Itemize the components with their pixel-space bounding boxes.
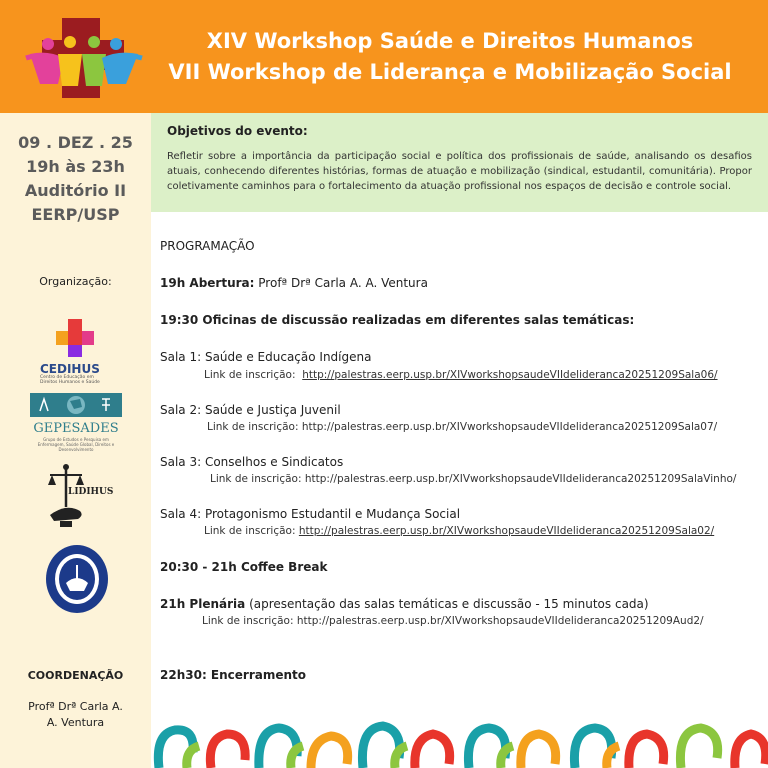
link-label: Link de inscrição: [204, 525, 296, 537]
lidihus-name: LIDIHUS [68, 487, 114, 497]
room-2-link[interactable]: http://palestras.eerp.usp.br/XIVworkshopsaudeVIIdelideranca20251209Sala07/ [301, 421, 718, 433]
opening-line [160, 276, 428, 290]
coffee-break: 20:30 - 21h Coffee Break [160, 560, 328, 574]
people-logo-icon [18, 14, 146, 102]
program-heading: PROGRAMAÇÃO [160, 239, 255, 253]
closing-line: 22h30: Encerramento [160, 668, 307, 682]
header-titles [150, 26, 750, 88]
cedihus-name: CEDIHUS [40, 362, 100, 376]
opening-text: Profª Drª Carla A. A. Ventura [258, 276, 428, 290]
event-institution: EERP/USP [31, 205, 120, 224]
event-info [0, 131, 151, 227]
room-3-link[interactable]: http://palestras.eerp.usp.br/XIVworkshopsaudeVIIdelideranca20251209SalaVinho/ [304, 473, 737, 485]
link-label: Link de inscrição: [202, 615, 294, 627]
link-label: Link de inscrição: [204, 369, 296, 381]
room-3-title: Sala 3: Conselhos e Sindicatos [160, 455, 344, 469]
cedihus-cross-icon [40, 317, 112, 359]
eerp-seal-icon [44, 543, 110, 615]
title-line-1: XIV Workshop Saúde e Direitos Humanos [206, 29, 694, 53]
room-1-link[interactable]: http://palestras.eerp.usp.br/XIVworkshopsaudeVIIdelideranca20251209Sala06/ [302, 369, 718, 381]
lamp-scales-icon [46, 463, 86, 531]
event-venue: Auditório II [24, 181, 127, 200]
header-banner [0, 0, 768, 113]
cedihus-logo [40, 317, 112, 383]
room-4-link[interactable]: http://palestras.eerp.usp.br/XIVworkshopsaudeVIIdelideranca20251209Sala02/ [298, 525, 715, 537]
coordination-label: COORDENAÇÃO [27, 669, 124, 682]
coordinator-name: Profª Drª Carla A. A. Ventura [28, 700, 123, 729]
room-2-link-row [207, 421, 717, 433]
objectives-box [151, 113, 768, 212]
room-4-title: Sala 4: Protagonismo Estudantil e Mudança Social [160, 507, 461, 521]
plenary-link-row [202, 615, 704, 627]
sidebar [0, 113, 151, 768]
event-time: 19h às 23h [26, 157, 125, 176]
organization-label: Organização: [39, 275, 112, 288]
objectives-text: Refletir sobre a importância da participação social e política dos profissionais de saúde, analisando os desafios atuais, conhecendo diferentes histórias, formas de atuação e mobilização (sindical, estudantil, comunitária). Propor coletivamente caminhos para o fortalecimento da atuação profissional nos espaços de decisão e controle social. [167, 151, 752, 192]
gepesades-subtitle: Grupo de Estudos e Pesquisa em Enfermagem, Saúde Global, Direitos e Desenvolvimento [37, 437, 115, 452]
opening-time: 19h Abertura: [160, 276, 255, 290]
room-3-link-row [210, 473, 736, 485]
link-label: Link de inscrição: [207, 421, 299, 433]
title-line-2: VII Workshop de Liderança e Mobilização Social [168, 60, 732, 84]
room-1-link-row [204, 369, 718, 381]
plenary-line [160, 597, 649, 611]
decorative-shapes-footer [151, 716, 768, 768]
event-date: 09 . DEZ . 25 [18, 133, 133, 152]
gepesades-globe-icon [30, 393, 122, 417]
room-2-title: Sala 2: Saúde e Justiça Juvenil [160, 403, 341, 417]
lidihus-logo [46, 463, 116, 533]
objectives-title: Objetivos do evento: [167, 124, 308, 138]
workshops-title: 19:30 Oficinas de discussão realizadas em diferentes salas temáticas: [160, 313, 635, 327]
link-label: Link de inscrição: [210, 473, 302, 485]
plenary-time: 21h Plenária [160, 597, 246, 611]
room-1-title: Sala 1: Saúde e Educação Indígena [160, 350, 372, 364]
plenary-text: (apresentação das salas temáticas e discussão - 15 minutos cada) [249, 597, 649, 611]
plenary-link[interactable]: http://palestras.eerp.usp.br/XIVworkshopsaudeVIIdelideranca20251209Aud2/ [296, 615, 704, 627]
room-4-link-row [204, 525, 714, 537]
gepesades-logo [30, 393, 122, 451]
gepesades-name: GEPESADES [33, 421, 119, 436]
cedihus-subtitle: Centro de Educação em Direitos Humanos e Saúde [40, 375, 100, 385]
